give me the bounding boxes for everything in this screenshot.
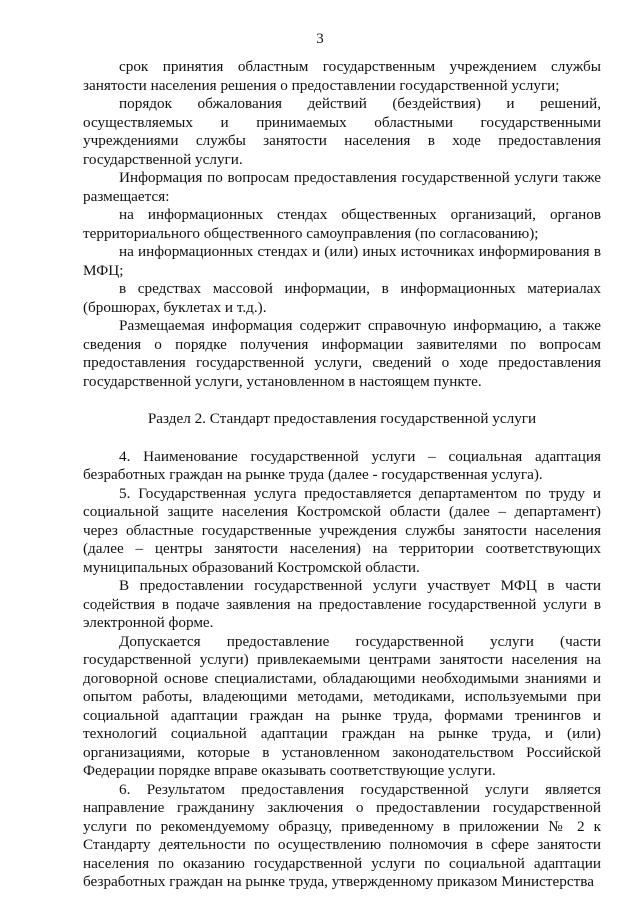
paragraph: на информационных стендах и (или) иных источниках информирования в МФЦ; [83,243,601,279]
paragraph: 4. Наименование государственной услуги – социальная адаптация безработных граждан на рынке труда (далее - государственная услуга). [83,447,601,483]
paragraph: 6. Результатом предоставления государственной услуги является направление гражданину заключения о предоставлении государственной услуги по рекомендуемому образцу, приведенному в приложении № 2 к Стандарту деятельности по осуществлению полномочия в сфере занятости населения по оказанию государственной услуги по социальной адаптации безработных граждан на рынке труда, утвержденному приказом Министерства [83,780,601,890]
paragraph: порядок обжалования действий (бездействия) и решений, осуществляемых и принимаемых областными государственными учреждениями службы занятости населения в ходе предоставления государственной услуги. [83,95,601,168]
paragraph: Информация по вопросам предоставления государственной услуги также размещается: [83,169,601,205]
document-body [83,58,601,892]
paragraph: на информационных стендах общественных организаций, органов территориального общественного самоуправления (по согласованию); [83,206,601,242]
page-number: 3 [316,31,324,47]
paragraph: В предоставлении государственной услуги участвует МФЦ в части содействия в подаче заявления на предоставление государственной услуги в электронной форме. [83,577,601,631]
paragraph: Допускается предоставление государственной услуги (части государственной услуги) привлекаемыми центрами занятости населения на договорной основе специалистами, обладающими необходимыми знаниями и опытом работы, владеющими методами, методиками, используемыми при социальной адаптации граждан на рынке труда, формами тренингов и технологий социальной адаптации граждан на рынке труда, и (или) организациями, которые в установленном законодательством Российской Федерации порядке вправе оказывать соответствующие услуги. [83,632,601,779]
paragraph: в средствах массовой информации, в информационных материалах (брошюрах, буклетах и т.д.). [83,280,601,316]
paragraph: срок принятия областным государственным учреждением службы занятости населения решения о предоставлении государственной услуги; [83,58,601,94]
paragraph: Размещаемая информация содержит справочную информацию, а также сведения о порядке получения информации заявителями по вопросам предоставления государственной услуги, сведений о ходе предоставления государственной услуги, установленном в настоящем пункте. [83,317,601,390]
section-heading: Раздел 2. Стандарт предоставления государственной услуги [147,410,537,427]
paragraph: 5. Государственная услуга предоставляется департаментом по труду и социальной защите населения Костромской области (далее – департамент) через областные государственные учреждения службы занятости населения (далее – центры занятости населения) на территории соответствующих муниципальных образований Костромской области. [83,484,601,576]
